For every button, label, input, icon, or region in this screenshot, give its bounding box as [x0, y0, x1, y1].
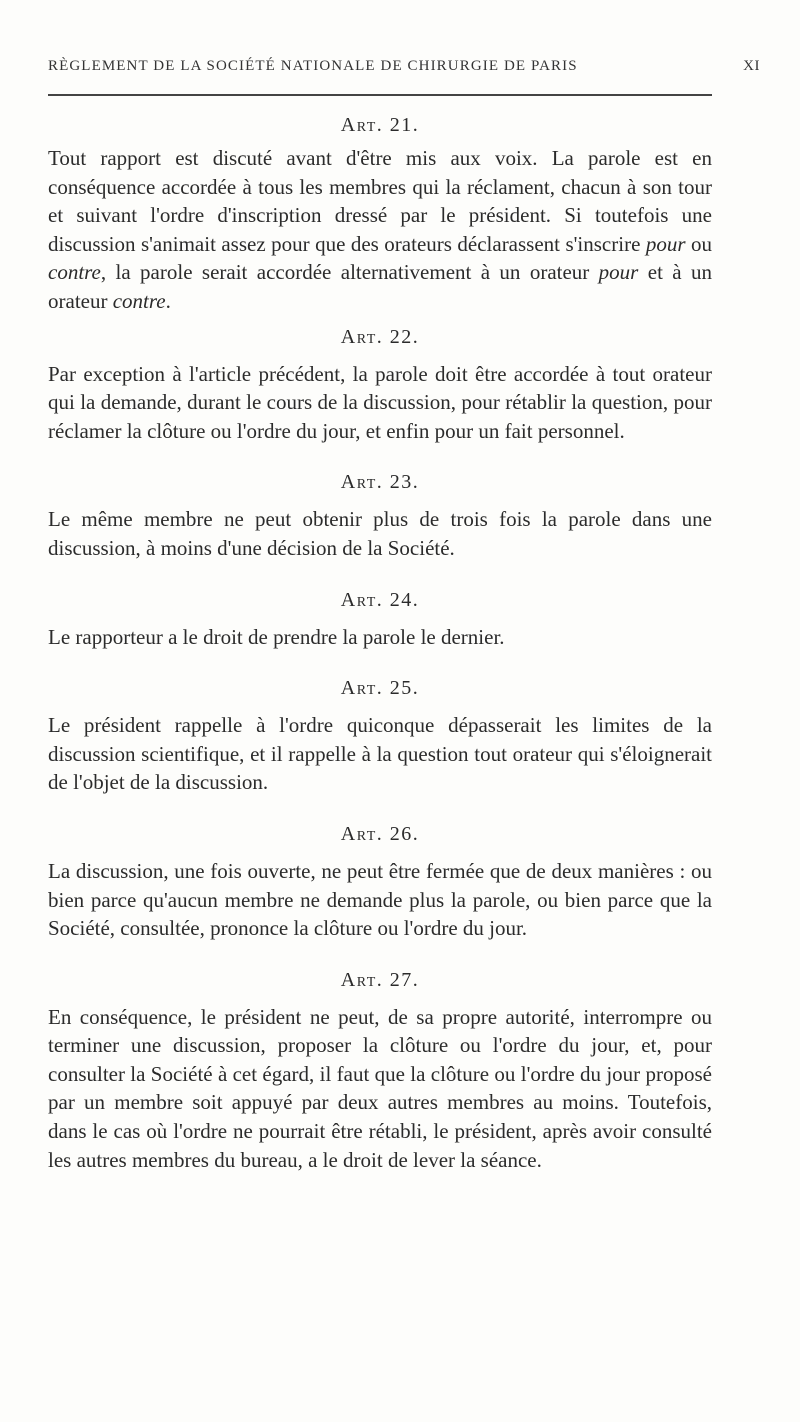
header-rule	[48, 94, 712, 96]
article-text-24: Le rapporteur a le droit de prendre la parole le dernier.	[48, 624, 505, 649]
article-text-21-italic: contre	[112, 288, 166, 313]
page-number: XI	[743, 58, 760, 74]
article-text-21-part: et à un orateur	[48, 260, 712, 313]
article-heading-27: Art. 27.	[340, 968, 420, 991]
article-text-27: En conséquence, le président ne peut, de sa propre autorité, interrompre ou terminer une discussion, proposer la clôture ou l'ordre du jour, et, pour consulter la Société à cet égard, il faut que la clôture ou l'ordre du jour proposé par un membre soit appuyé par deux autres membres au moins. Toutefois, dans le cas où l'ordre ne pourrait être rétabli, le président, après avoir consulté les autres membres du bureau, a le droit de lever la séance.	[48, 1004, 712, 1172]
article-text-21-part: ou	[685, 231, 713, 256]
article-text-25: Le président rappelle à l'ordre quiconque dépasserait les limites de la discussion scientifique, et il rappelle à la question tout orateur qui s'éloignerait de l'objet de la discussion.	[48, 713, 712, 795]
article-heading-23: Art. 23.	[340, 471, 420, 494]
article-heading-22: Art. 22.	[340, 325, 420, 348]
running-head	[48, 58, 760, 75]
article-heading-24: Art. 24.	[340, 588, 420, 611]
article-text-21-part: Tout rapport est discuté avant d'être mis aux voix. La parole est en conséquence accordée à tous les membres qui la réclament, chacun à son tour et suivant l'ordre d'inscription dressé par le président. Si toutefois une discussion s'animait assez pour que des orateurs déclarassent s'inscrire	[48, 146, 712, 256]
article-text-21-italic: contre	[48, 260, 101, 285]
article-text-21-part: , la parole serait accordée alternativement à un orateur	[100, 260, 599, 285]
article-text-21-italic: pour	[645, 231, 686, 256]
article-heading-21: Art. 21.	[340, 114, 420, 136]
article-text-22: Par exception à l'article précédent, la parole doit être accordée à tout orateur qui la demande, durant le cours de la discussion, pour rétablir la question, pour réclamer la clôture ou l'ordre du jour, et enfin pour un fait personnel.	[48, 361, 712, 443]
article-text-21-italic: pour	[598, 260, 639, 285]
page-body	[48, 112, 712, 1198]
article-text-23: Le même membre ne peut obtenir plus de trois fois la parole dans une discussion, à moins d'une décision de la Société.	[48, 507, 712, 560]
article-heading-25: Art. 25.	[340, 677, 420, 700]
article-text-21-part: .	[165, 288, 171, 313]
article-text-21	[48, 144, 712, 316]
running-head-title: RÈGLEMENT DE LA SOCIÉTÉ NATIONALE DE CHIRURGIE DE PARIS	[48, 58, 578, 74]
article-heading-26: Art. 26.	[340, 822, 420, 845]
article-text-26: La discussion, une fois ouverte, ne peut être fermée que de deux manières : ou bien parce qu'aucun membre ne demande plus la parole, ou bien parce que la Société, consultée, prononce la clôture ou l'ordre du jour.	[48, 858, 712, 941]
